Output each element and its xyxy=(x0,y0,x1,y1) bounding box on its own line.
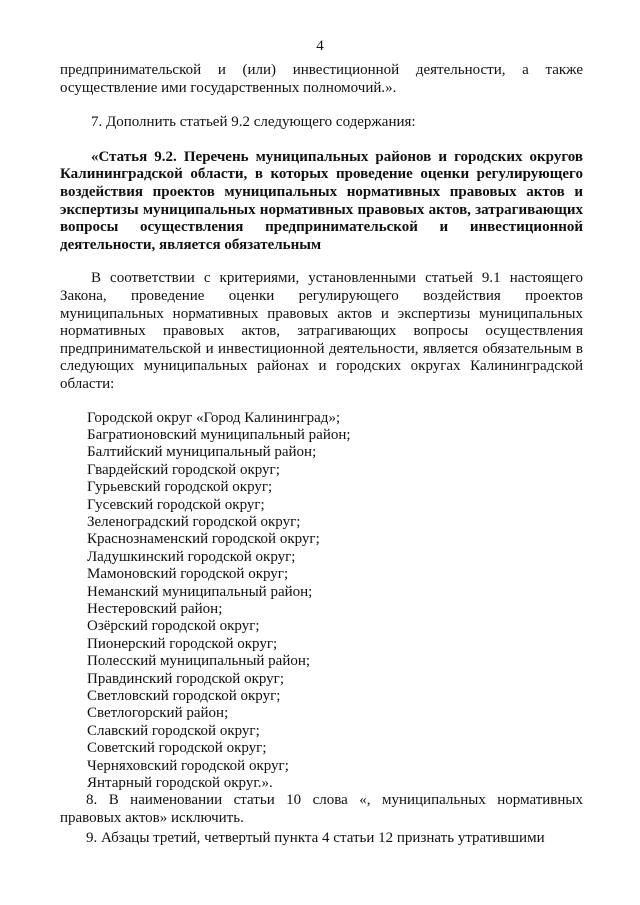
item-9-paragraph: 9. Абзацы третий, четвертый пункта 4 статьи 12 признать утратившими xyxy=(86,829,545,846)
list-item: Янтарный городской округ.». xyxy=(87,775,273,792)
document-body xyxy=(60,62,583,847)
list-item: Городской округ «Город Калининград»; xyxy=(87,409,341,426)
list-item: Гусевский городской округ; xyxy=(87,496,265,513)
list-item: Гурьевский городской округ; xyxy=(87,479,273,496)
list-item: Советский городской округ; xyxy=(87,740,267,757)
list-item: Светловский городской округ; xyxy=(87,688,281,704)
list-item: Краснознаменский городской округ; xyxy=(87,531,320,548)
list-item: Озёрский городской округ; xyxy=(87,618,260,635)
list-item: Полесский муниципальный район; xyxy=(87,653,311,670)
article-body-paragraph: В соответствии с критериями, установленными статьей 9.1 настоящего Закона, проведение оценки регулирующего воздействия проектов муниципальных нормативных правовых актов и экспертизы муниципальных нормативных правовых актов, затрагивающих вопросы осуществления предпринимательской и инвестиционной деятельности, является обязательным в следующих муниципальных районах и городских округах Калининградской области: xyxy=(60,270,583,392)
list-item: Нестеровский район; xyxy=(87,600,223,617)
municipality-list xyxy=(60,410,583,793)
article-heading: «Статья 9.2. Перечень муниципальных районов и городских округов Калининградской области, в которых проведение оценки регулирующего воздействия проектов муниципальных нормативных правовых актов и экспертизы муниципальных нормативных правовых актов, затрагивающих вопросы осуществления предпринимательской и инвестиционной деятельности, является обязательным xyxy=(60,148,583,253)
list-item: Мамоновский городской округ; xyxy=(87,566,289,583)
list-item: Гвардейский городской округ; xyxy=(87,461,280,478)
list-item: Славский городской округ; xyxy=(87,722,260,739)
item-8-paragraph: 8. В наименовании статьи 10 слова «, муниципальных нормативных правовых актов» исключить. xyxy=(60,792,583,827)
page-number: 4 xyxy=(316,38,324,54)
list-item: Пионерский городской округ; xyxy=(87,635,278,652)
list-item: Неманский муниципальный район; xyxy=(87,583,313,600)
list-item: Черняховский городской округ; xyxy=(87,757,289,774)
list-item: Балтийский муниципальный район; xyxy=(87,444,317,461)
list-item: Багратионовский муниципальный район; xyxy=(87,426,351,443)
intro-paragraph: предпринимательской и (или) инвестиционной деятельности, а также осуществление ими государственных полномочий.». xyxy=(60,62,583,96)
list-item: Светлогорский район; xyxy=(87,705,229,722)
list-item: Правдинский городской округ; xyxy=(87,670,284,687)
item-7-paragraph: 7. Дополнить статьей 9.2 следующего содержания: xyxy=(91,114,416,131)
list-item: Зеленоградский городской округ; xyxy=(87,513,301,530)
list-item: Ладушкинский городской округ; xyxy=(87,548,296,565)
